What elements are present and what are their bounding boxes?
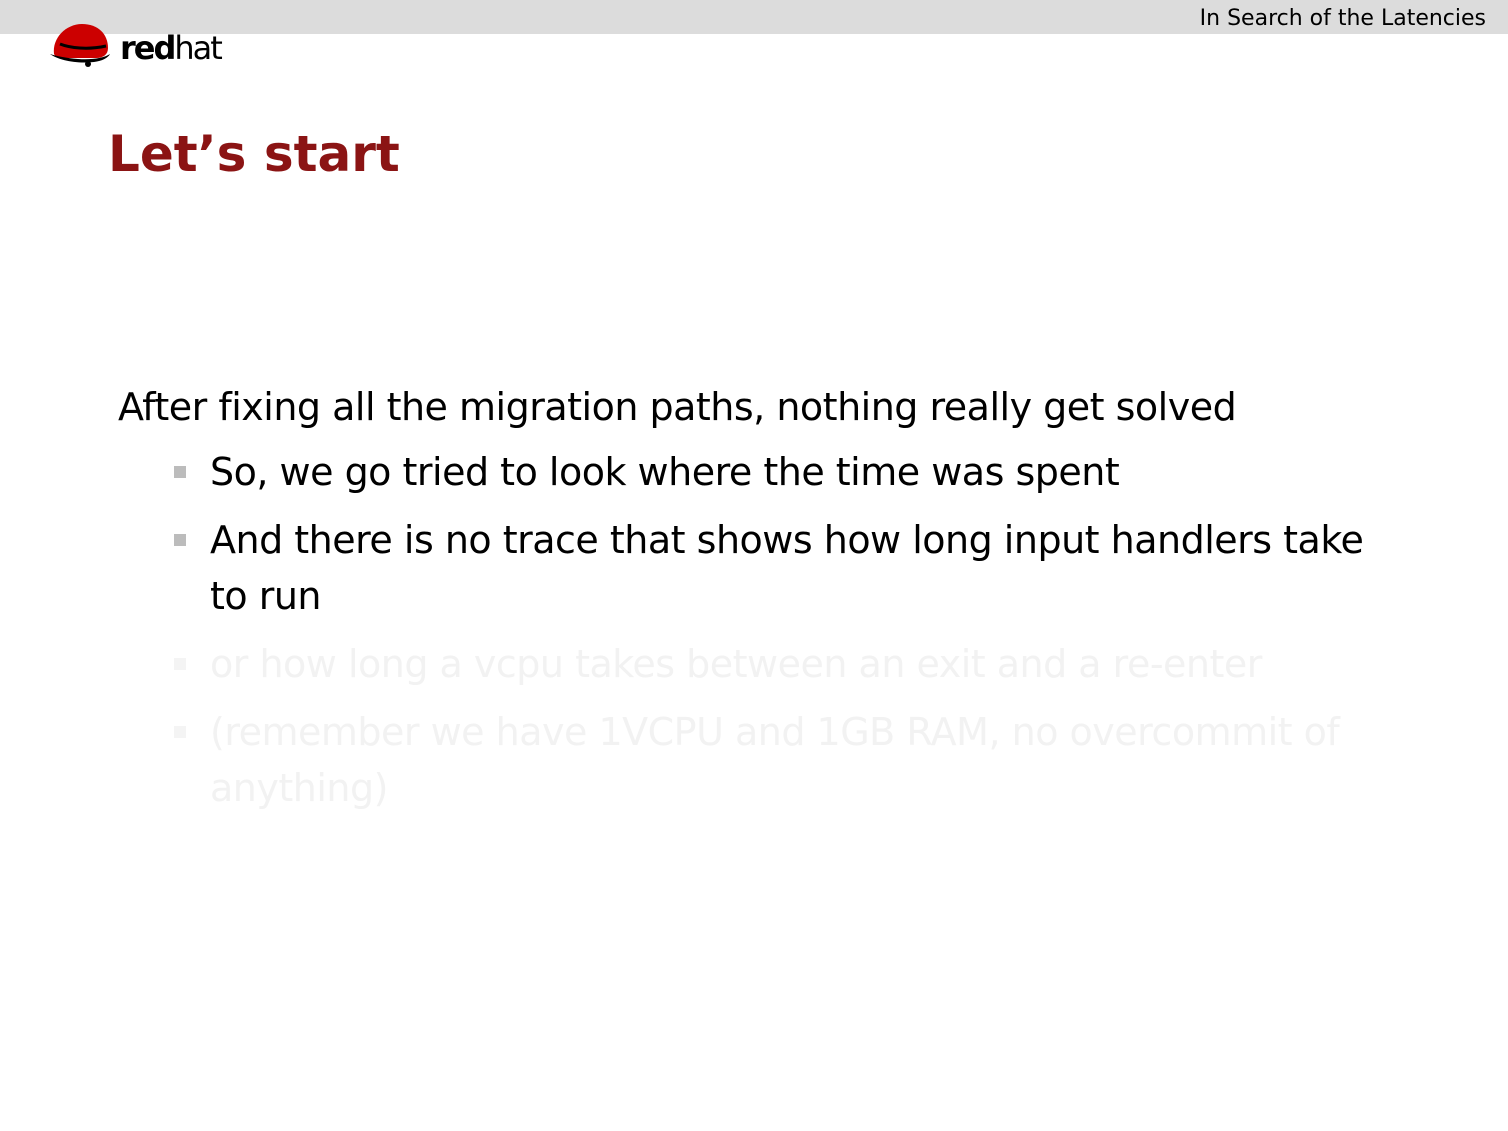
bullet-square-icon: [174, 726, 186, 738]
logo-text-red: red: [120, 29, 175, 67]
bullet-list: [118, 444, 1418, 816]
logo-text-hat: hat: [174, 29, 221, 67]
list-item-text: or how long a vcpu takes between an exit and a re-enter: [210, 642, 1262, 686]
bullet-square-icon: [174, 658, 186, 670]
slide-body: [118, 380, 1418, 828]
list-item-faded: [118, 704, 1400, 816]
bullet-square-icon: [174, 466, 186, 478]
list-item: [118, 444, 1400, 500]
logo-wordmark: [120, 20, 221, 68]
list-item: [118, 512, 1400, 624]
header-bar: [0, 0, 1508, 34]
list-item-text: (remember we have 1VCPU and 1GB RAM, no overcommit of anything): [210, 710, 1340, 810]
bullet-square-icon: [174, 534, 186, 546]
presentation-title: In Search of the Latencies: [1199, 6, 1486, 31]
list-item-text: And there is no trace that shows how long input handlers take to run: [210, 518, 1364, 618]
lead-text: After fixing all the migration paths, nothing really get solved: [118, 385, 1237, 429]
list-item-text: So, we go tried to look where the time was spent: [210, 450, 1120, 494]
slide-title: Let’s start: [108, 125, 400, 183]
redhat-logo: [48, 18, 221, 70]
shadowman-hat-icon: [48, 20, 112, 68]
list-item-faded: [118, 636, 1400, 692]
